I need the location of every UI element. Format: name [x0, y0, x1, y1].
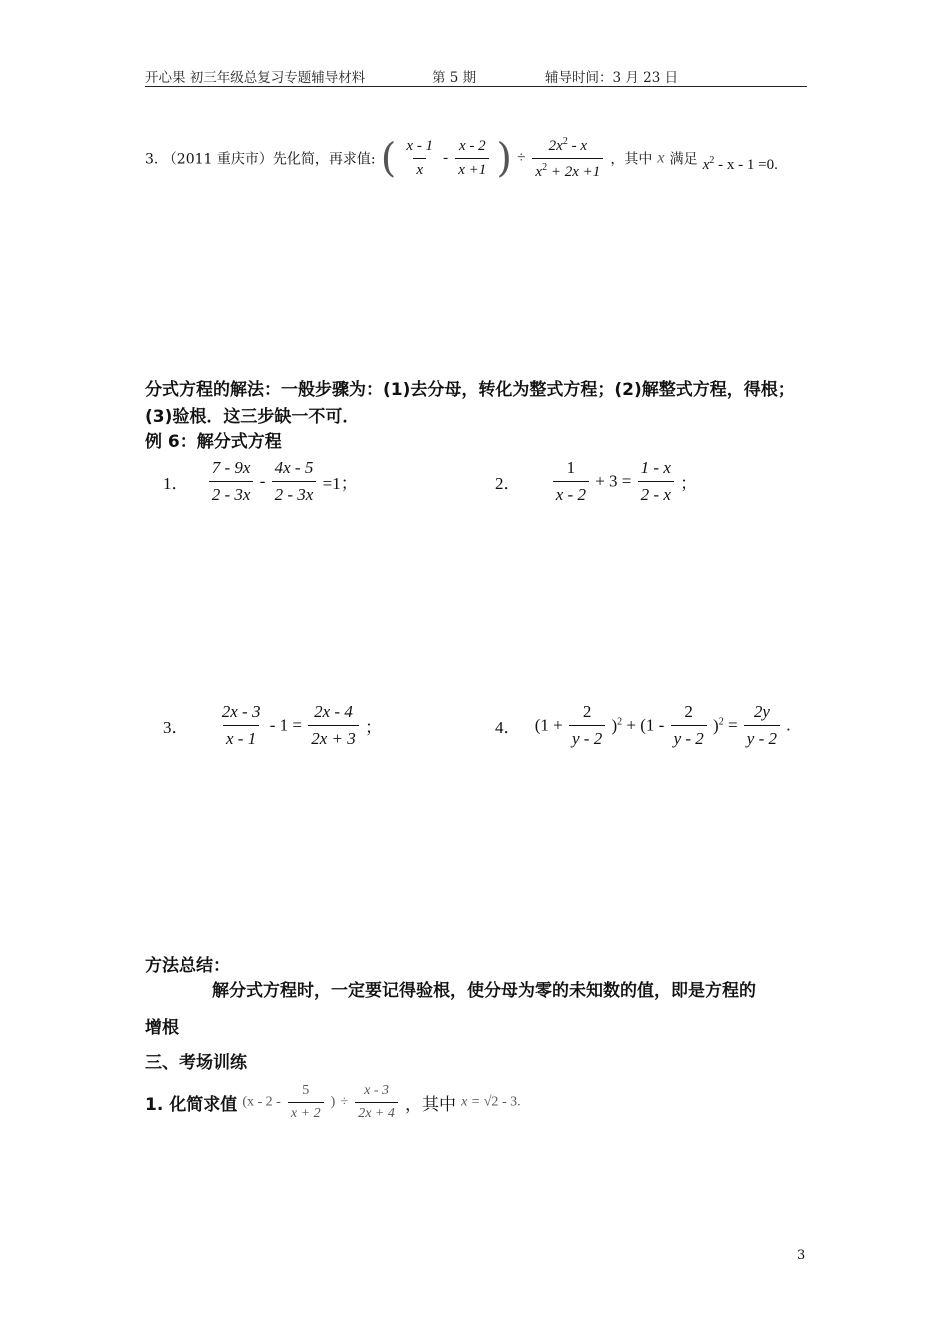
q3-condition: [703, 157, 778, 173]
q1-sqrt: √2: [483, 1094, 499, 1110]
q1-f1-den: x + 2: [288, 1102, 324, 1122]
p1-frac-1: [209, 458, 254, 505]
p1-minus: -: [259, 471, 266, 491]
p4-eq: =: [727, 715, 738, 735]
q3-f1-num: x - 1: [406, 138, 434, 154]
p2-f2-den: 2 - x: [638, 481, 674, 505]
example6-problem-3: [163, 702, 382, 749]
q1-value-b: - 3.: [498, 1094, 521, 1110]
p4-f1-num: 2: [582, 702, 592, 721]
p1-f2-den: 2 - 3x: [272, 481, 317, 505]
p2-f1-den: x - 2: [553, 481, 589, 505]
q1-where: ，其中: [404, 1095, 456, 1115]
q3-f3-num-b: - x: [567, 138, 587, 154]
p1-f2-num: 4x - 5: [274, 458, 314, 477]
p4-close-2: [713, 716, 724, 735]
page-number: 3: [797, 1248, 806, 1263]
p3-mid: - 1 =: [269, 715, 302, 735]
q3-label: 3. （2011 重庆市）先化简，再求值:: [145, 151, 376, 168]
p4-open-2: + (1 -: [626, 715, 665, 735]
q3-f3-num: [546, 136, 590, 158]
p4-f3-den: y - 2: [744, 725, 780, 749]
q3-var: x: [657, 149, 665, 167]
p1-f1-num: 7 - 9x: [211, 458, 251, 477]
q3-where: ，其中: [610, 151, 653, 168]
p4-end: .: [786, 715, 791, 735]
q1-close: ): [330, 1094, 336, 1110]
q3-f3-num-sup: 2: [562, 136, 568, 147]
p4-label: 4．: [495, 718, 521, 737]
q3-frac-2: [455, 138, 489, 179]
p4-sup-2: 2: [718, 715, 724, 727]
q3-cond-a: x: [702, 157, 710, 173]
p4-frac-2: [671, 702, 707, 749]
example6-problem-2: [495, 458, 697, 505]
example6-title: 例 6：解分式方程: [145, 432, 282, 452]
p1-label: 1．: [163, 474, 189, 493]
q3-minus: -: [443, 150, 449, 166]
q3-f2-num: x - 2: [458, 138, 486, 154]
q3-satisfies: 满足: [669, 151, 698, 168]
p3-frac-2: [308, 702, 359, 749]
q3-f3-den-b: + 2x +1: [547, 164, 601, 180]
method-line-1: 分式方程的解法：一般步骤为：(1)去分母，转化为整式方程；(2)解整式方程，得根；: [145, 380, 795, 400]
p4-close-2-paren: ): [713, 715, 719, 735]
q3-frac-3: [532, 136, 603, 181]
p4-f2-den: y - 2: [671, 725, 707, 749]
q3-f3-den: [532, 158, 603, 181]
p3-f1-den: x - 1: [223, 725, 259, 749]
method-line-2: (3)验根．这三步缺一不可．: [145, 407, 360, 427]
p2-end: ；: [680, 474, 698, 493]
q3-f2-den: x +1: [455, 158, 489, 179]
q1-open: (x - 2 -: [242, 1094, 281, 1110]
q1-frac-1: [288, 1083, 324, 1122]
header-rule: [145, 86, 807, 87]
p4-f1-den: y - 2: [569, 725, 605, 749]
q3-close-paren: ): [496, 135, 512, 182]
p3-f2-num: 2x - 4: [314, 702, 353, 721]
p4-close-1: [611, 716, 622, 735]
p4-close-1-paren: ): [611, 715, 618, 735]
p1-f1-den: 2 - 3x: [209, 481, 254, 505]
q1-f1-num: 5: [302, 1083, 310, 1098]
summary-line-2: 增根: [145, 1018, 179, 1038]
p4-f3-num: 2y: [753, 702, 770, 721]
q3-f1-den: x: [413, 158, 426, 179]
p3-frac-1: [219, 702, 264, 749]
summary-line-1: 解分式方程时，一定要记得验根，使分母为零的未知数的值，即是方程的: [212, 981, 756, 1001]
header-title: 开心果 初三年级总复习专题辅导材料: [145, 70, 366, 86]
example6-problem-4: [495, 702, 791, 749]
p2-frac-1: [553, 458, 589, 505]
q1-div: ÷: [340, 1094, 349, 1110]
p4-sup-1: 2: [617, 715, 623, 727]
q1-f2-num: x - 3: [364, 1083, 389, 1098]
p4-f2-num: 2: [684, 702, 693, 721]
q3-f3-den-sup: 2: [542, 162, 548, 173]
q3-cond-sup: 2: [709, 155, 715, 166]
q1-frac-2: [355, 1083, 398, 1122]
q3-cond-b: - x - 1 =0.: [714, 157, 778, 173]
q1-value: [461, 1095, 521, 1110]
q3-f3-num-a: 2x: [548, 138, 563, 154]
q3-open-paren: (: [380, 135, 397, 182]
p3-f1-num: 2x - 3: [221, 702, 261, 721]
header-date: 辅导时间：3 月 23 日: [545, 70, 679, 86]
q1-label: 1. 化简求值: [145, 1095, 238, 1115]
p3-label: 3．: [163, 718, 189, 737]
section3-title: 三、考场训练: [145, 1053, 247, 1073]
q3-div: ÷: [517, 150, 526, 166]
q1-f2-den: 2x + 4: [355, 1102, 398, 1122]
p4-frac-3: [744, 702, 780, 749]
q1-value-a: x =: [461, 1094, 484, 1110]
p3-f2-den: 2x + 3: [308, 725, 359, 749]
q3-frac-1: [403, 138, 436, 179]
p2-f2-num: 1 - x: [640, 458, 671, 477]
section3-q1: [145, 1083, 521, 1122]
p3-end: ；: [365, 718, 382, 737]
p4-frac-1: [569, 702, 605, 749]
p2-label: 2．: [495, 474, 521, 493]
p4-open-1: (1 +: [534, 715, 563, 735]
p1-rhs: =1；: [322, 474, 358, 493]
summary-title: 方法总结：: [145, 956, 230, 976]
p1-frac-2: [272, 458, 317, 505]
p2-f1-num: 1: [566, 458, 576, 477]
p2-frac-2: [638, 458, 674, 505]
header-issue: 第 5 期: [432, 70, 477, 86]
q3-f3-den-a: x: [535, 164, 543, 180]
p2-plus3: + 3 =: [595, 471, 632, 491]
example6-problem-1: [163, 458, 358, 505]
q3-line: [145, 136, 778, 181]
